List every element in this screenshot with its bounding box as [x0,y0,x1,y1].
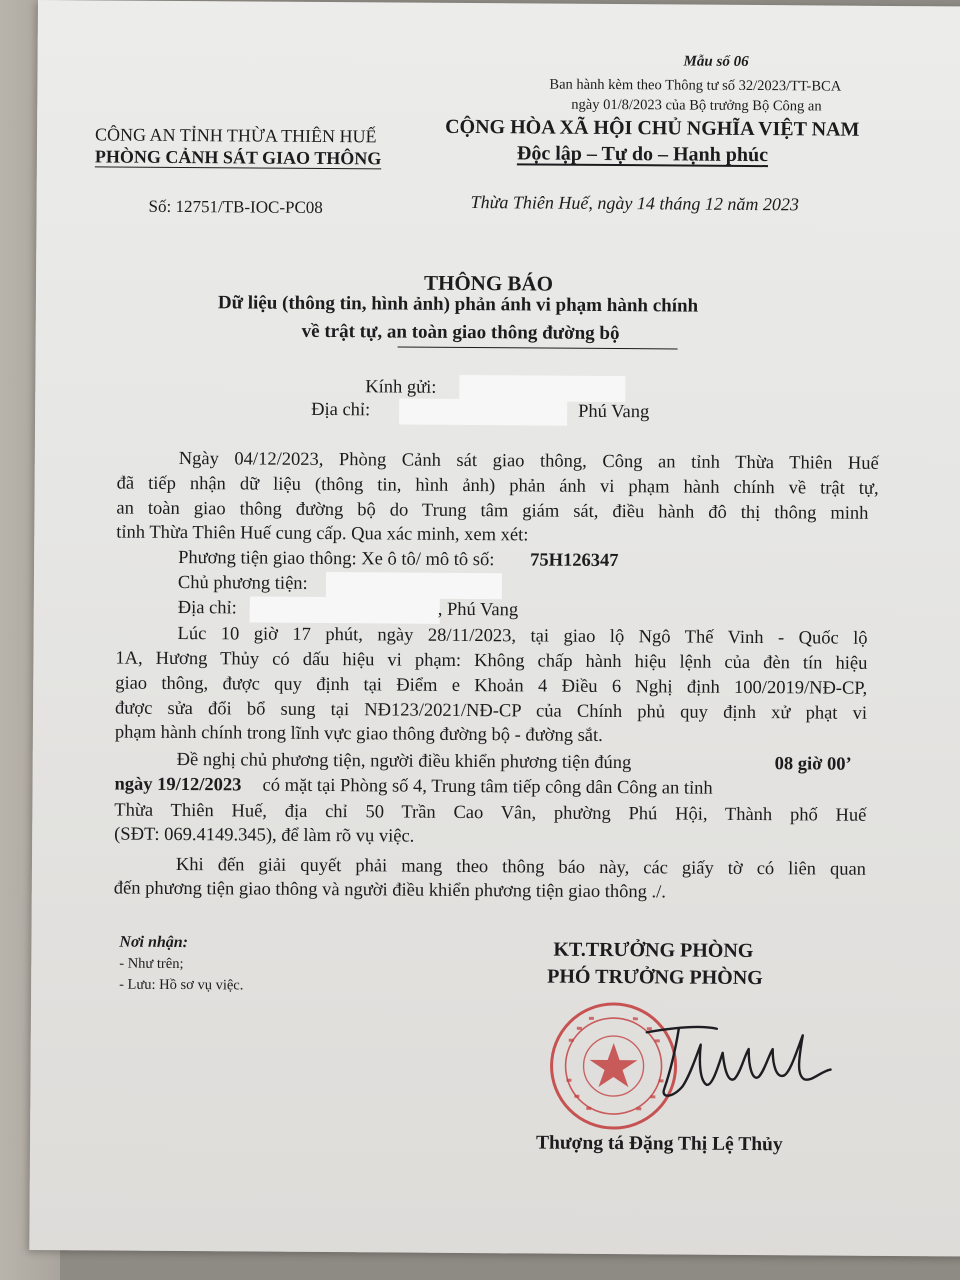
form-issued-line1: Ban hành kèm theo Thông tư số 32/2023/TT-BCA [549,76,842,95]
body-p3-line2: 1A, Hương Thủy có dấu hiệu vi phạm: Không chấp hành hiệu lệnh của đèn tín hiệu [115,648,868,674]
form-issued-line2: ngày 01/8/2023 của Bộ trưởng Bộ Công an [571,96,822,115]
signer-name: Thượng tá Đặng Thị Lệ Thủy [535,1132,783,1156]
body-p3-line5: phạm hành chính trong lĩnh vực giao thông đường bộ - đường sắt. [114,722,603,746]
handwritten-signature [638,1014,839,1105]
appointment-time: 08 giờ 00’ [774,754,852,775]
vehicle-label: Phương tiện giao thông: Xe ô tô/ mô tô số: [178,547,495,571]
body-p1-line4: tỉnh Thừa Thiên Huế cung cấp. Qua xác minh, xem xét: [116,522,529,546]
body-p4-line2: có mặt tại Phòng số 4, Trung tâm tiếp công dân Công an tỉnh [262,775,713,799]
document-subtitle-line1: Dữ liệu (thông tin, hình ảnh) phản ánh vi phạm hành chính [217,292,699,317]
body-p3-line1: Lúc 10 giờ 17 phút, ngày 28/11/2023, tại giao lộ Ngô Thế Vinh - Quốc lộ [177,623,868,649]
sign-role-1: KT.TRƯỞNG PHÒNG [553,938,754,963]
body-p3-line4: được sửa đổi bổ sung tại NĐ123/2021/NĐ-CP của Chính phủ quy định xử phạt vi [114,698,868,724]
vehicle-plate: 75H126347 [530,550,619,572]
document-number: Số: 12751/TB-IOC-PC08 [148,196,323,217]
republic-name: CỘNG HÒA XÃ HỘI CHỦ NGHĨA VIỆT NAM [445,115,860,141]
appointment-date: ngày 19/12/2023 [114,774,242,796]
body-p5-line1: Khi đến giải quyết phải mang theo thông báo này, các giấy tờ có liên quan [175,854,867,880]
address-label: Địa chỉ: [311,399,371,421]
form-number: Mẫu số 06 [683,53,749,70]
body-p4-line4: (SĐT: 069.4149.345), để làm rõ vụ việc. [114,824,415,847]
agency-parent: CÔNG AN TỈNH THỪA THIÊN HUẾ [94,124,377,147]
redaction-owner [326,572,502,599]
agency-name: PHÒNG CẢNH SÁT GIAO THÔNG [94,146,382,169]
document-title: THÔNG BÁO [423,270,554,296]
body-p4-line3: Thừa Thiên Huế, địa chỉ 50 Trần Cao Vân, phường Phú Hội, Thành phố Huế [114,800,867,826]
place-and-date: Thừa Thiên Huế, ngày 14 tháng 12 năm 2023 [470,192,799,215]
owner-label: Chủ phương tiện: [177,572,308,594]
to-label: Kính gửi: [365,377,437,398]
recipient-item-1: - Như trên; [119,955,184,973]
national-motto: Độc lập – Tự do – Hạnh phúc [516,142,769,167]
redaction-recipient [459,375,625,402]
body-p4-line1: Đề nghị chủ phương tiện, người điều khiển phương tiện đúng [176,749,632,774]
recipient-item-2: - Lưu: Hồ sơ vụ việc. [119,976,244,994]
document-subtitle-line2: về trật tự, an toàn giao thông đường bộ [301,320,620,345]
body-p1-line1: Ngày 04/12/2023, Phòng Cảnh sát giao thông, Công an tỉnh Thừa Thiên Huế [178,448,879,474]
redaction-owner-address [250,596,440,623]
redaction-address [399,399,567,426]
address-value: Phú Vang [578,401,650,423]
title-underline [398,347,678,350]
body-p5-line2: đến phương tiện giao thông và người điều khiển phương tiện giao thông ./. [113,878,667,903]
body-p3-line3: giao thông, được quy định tại Điểm e Khoản 4 Điều 6 Nghị định 100/2019/NĐ-CP, [115,673,868,699]
document-page [29,0,960,1257]
owner-address-label: Địa chỉ: [177,597,237,619]
recipients-title: Nơi nhận: [119,933,189,952]
body-p1-line2: đã tiếp nhận dữ liệu (thông tin, hình ảnh) phản ánh vi phạm hành chính về trật tự, [116,473,879,499]
sign-role-2: PHÓ TRƯỞNG PHÒNG [547,965,763,990]
owner-address-value: , Phú Vang [437,599,519,621]
body-p1-line3: an toàn giao thông đường bộ do Trung tâm giám sát, điều hành đô thị thông minh [116,498,869,524]
